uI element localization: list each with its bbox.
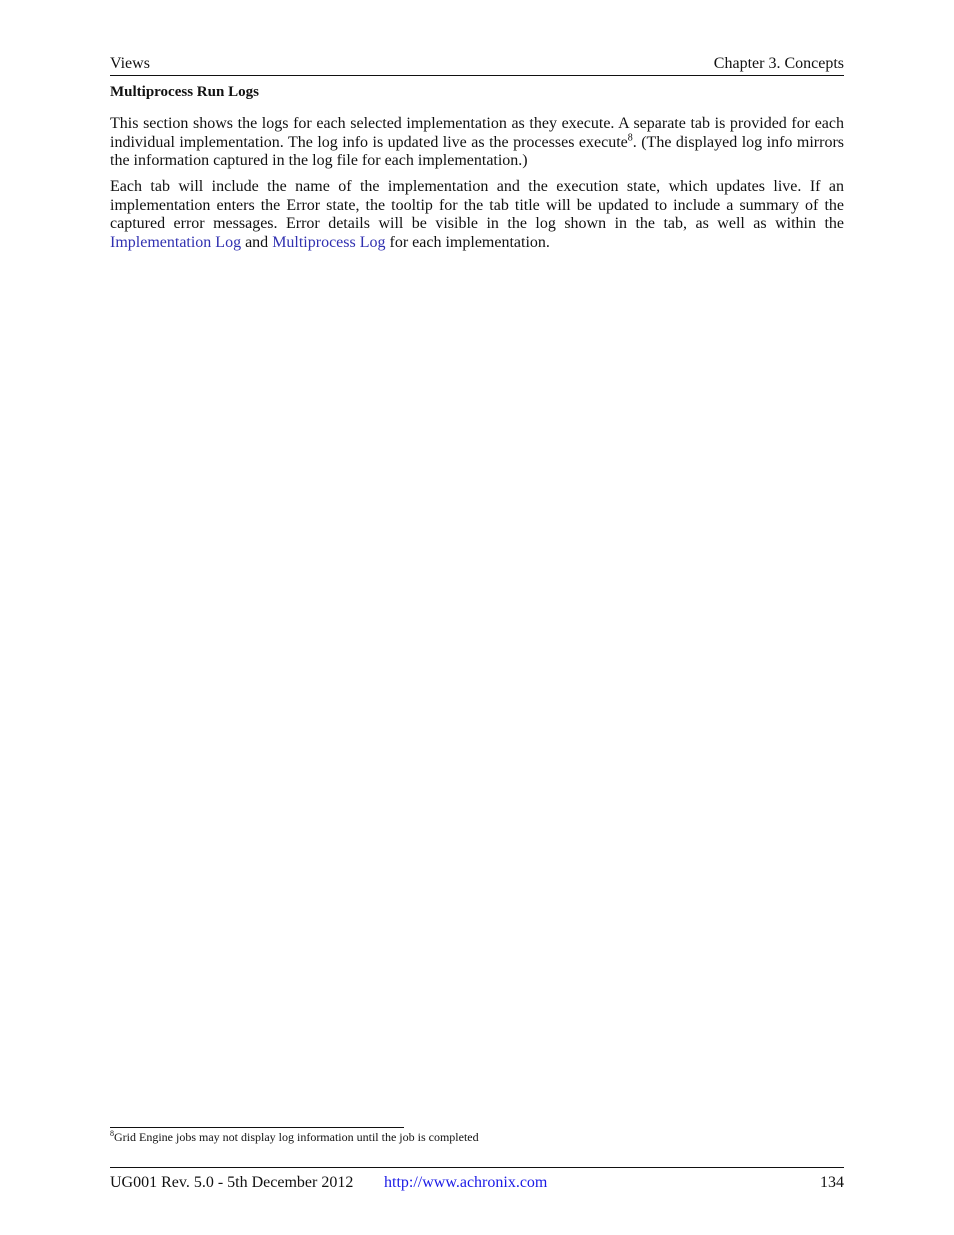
- paragraph-1: [110, 115, 844, 171]
- footnote-reference[interactable]: 8: [627, 132, 633, 144]
- paragraph-2-text-b: and: [241, 233, 273, 251]
- page-number: 134: [820, 1174, 844, 1191]
- implementation-log-link[interactable]: Implementation Log: [110, 233, 242, 251]
- footnote-text: Grid Engine jobs may not display log information until the job is completed: [114, 1130, 479, 1144]
- footnote-rule: [110, 1127, 404, 1128]
- header-chapter-title: Chapter 3. Concepts: [713, 55, 844, 72]
- footer-revision: UG001 Rev. 5.0 - 5th December 2012: [110, 1174, 354, 1191]
- footnote-mark: 8: [110, 1129, 114, 1138]
- header-rule: [110, 75, 844, 76]
- paragraph-2-text-a: Each tab will include the name of the implementation and the execution state, which updates live. If an implementation enters the Error state, the tooltip for the tab title will be updated to include a summary of the captured error messages. Error details will be visible in the log shown in the tab, as well as within the: [110, 178, 844, 232]
- paragraph-2-text-c: for each implementation.: [385, 233, 550, 251]
- multiprocess-log-link[interactable]: Multiprocess Log: [272, 233, 386, 251]
- section-heading: Multiprocess Run Logs: [110, 84, 259, 100]
- footer-url-link[interactable]: http://www.achronix.com: [384, 1174, 548, 1191]
- document-page: [110, 0, 844, 1235]
- footnote: [110, 1129, 479, 1145]
- paragraph-1-text-a: This section shows the logs for each selected implementation as they execute. A separate tab is provided for each individual implementation. The log info is updated live as the processes execute: [110, 115, 844, 151]
- paragraph-1-text-b: . (The displayed log info mirrors the information captured in the log file for each implementation.): [110, 133, 844, 169]
- header-section-name: Views: [110, 55, 150, 72]
- paragraph-2: [110, 178, 844, 252]
- footer-rule: [110, 1167, 844, 1168]
- running-header: [110, 54, 844, 74]
- running-footer: [110, 1173, 844, 1193]
